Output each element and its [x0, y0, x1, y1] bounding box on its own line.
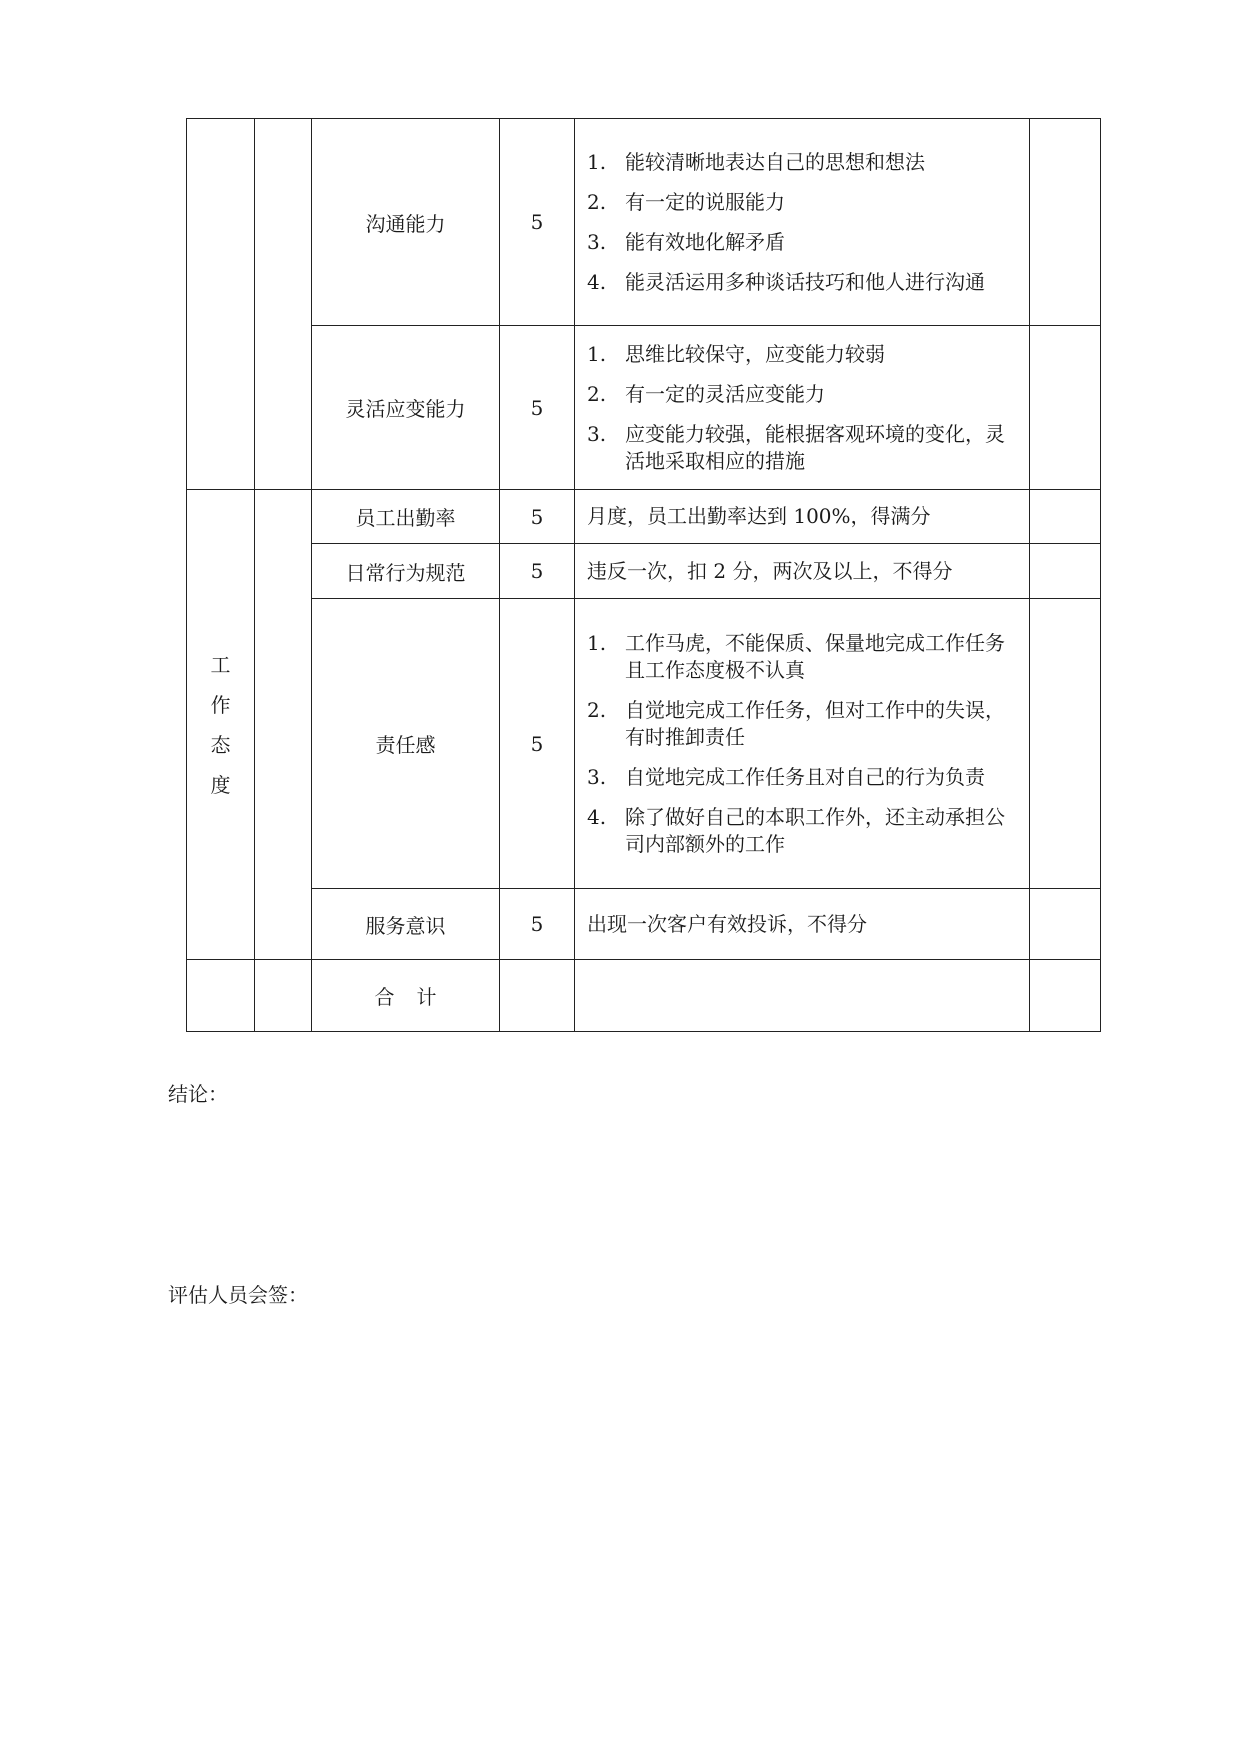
criteria-number: 3. — [587, 764, 607, 789]
table-row — [187, 326, 1101, 490]
criteria-text: 能较清晰地表达自己的思想和想法 — [625, 149, 925, 174]
criteria-text: 有一定的灵活应变能力 — [625, 381, 825, 406]
item-score: 5 — [500, 599, 575, 889]
total-category-cell-empty — [187, 960, 255, 1032]
criteria-text: 除了做好自己的本职工作外，还主动承担公司内部额外的工作 — [625, 804, 1005, 856]
criteria-number: 2. — [587, 189, 607, 214]
criteria-text: 应变能力较强，能根据客观环境的变化，灵活地采取相应的措施 — [625, 421, 1005, 473]
category-char: 度 — [210, 772, 231, 797]
item-name: 服务意识 — [312, 889, 500, 960]
criteria-number: 2. — [587, 381, 607, 406]
remarks-cell — [1030, 490, 1101, 544]
list-item — [587, 764, 1019, 791]
total-criteria-cell — [575, 960, 1030, 1032]
criteria-text: 能有效地化解矛盾 — [625, 229, 785, 254]
item-name: 沟通能力 — [312, 119, 500, 326]
category-char: 作 — [210, 692, 231, 717]
criteria-text: 有一定的说服能力 — [625, 189, 785, 214]
item-name: 日常行为规范 — [312, 544, 500, 599]
table-row — [187, 119, 1101, 326]
criteria-number: 1. — [587, 149, 607, 174]
criteria-text: 工作马虎，不能保质、保量地完成工作任务且工作态度极不认真 — [625, 630, 1005, 682]
criteria-list — [587, 630, 1019, 858]
criteria-text: 月度，员工出勤率达到 100%，得满分 — [587, 504, 931, 528]
list-item — [587, 421, 1019, 475]
total-label-cell — [312, 960, 500, 1032]
remarks-cell — [1030, 119, 1101, 326]
conclusion-label: 结论： — [168, 1082, 228, 1106]
list-item — [587, 229, 1019, 256]
item-name: 员工出勤率 — [312, 490, 500, 544]
item-name: 灵活应变能力 — [312, 326, 500, 490]
criteria-number: 3. — [587, 229, 607, 254]
criteria-number: 2. — [587, 697, 607, 722]
criteria-text: 自觉地完成工作任务且对自己的行为负责 — [625, 764, 985, 789]
criteria-text: 违反一次，扣 2 分，两次及以上，不得分 — [587, 558, 953, 583]
list-item — [587, 149, 1019, 176]
criteria-text: 能灵活运用多种谈话技巧和他人进行沟通 — [625, 269, 985, 294]
list-item — [587, 269, 1019, 296]
criteria-cell — [575, 119, 1030, 326]
category-char: 工 — [210, 652, 231, 677]
criteria-number: 1. — [587, 630, 607, 655]
item-score: 5 — [500, 490, 575, 544]
item-score: 5 — [500, 889, 575, 960]
criteria-number: 3. — [587, 421, 607, 446]
subcategory-cell-empty — [255, 490, 312, 960]
list-item — [587, 189, 1019, 216]
table-row — [187, 889, 1101, 960]
criteria-number: 1. — [587, 341, 607, 366]
total-score-cell — [500, 960, 575, 1032]
subcategory-cell-empty — [255, 119, 312, 490]
list-item — [587, 630, 1019, 684]
total-row — [187, 960, 1101, 1032]
criteria-list — [587, 341, 1019, 475]
signature-label: 评估人员会签： — [168, 1283, 308, 1307]
list-item — [587, 804, 1019, 858]
criteria-text: 出现一次客户有效投诉，不得分 — [587, 911, 867, 936]
item-score: 5 — [500, 119, 575, 326]
table-row — [187, 490, 1101, 544]
criteria-cell — [575, 599, 1030, 889]
total-remarks-cell — [1030, 960, 1101, 1032]
criteria-list — [587, 149, 1019, 296]
list-item — [587, 697, 1019, 751]
criteria-number: 4. — [587, 804, 607, 829]
criteria-text: 自觉地完成工作任务，但对工作中的失误，有时推卸责任 — [625, 697, 1005, 749]
category-cell — [187, 490, 255, 960]
list-item — [587, 381, 1019, 408]
remarks-cell — [1030, 326, 1101, 490]
category-label-vertical — [187, 654, 254, 796]
criteria-text: 思维比较保守，应变能力较弱 — [625, 341, 885, 366]
item-score: 5 — [500, 544, 575, 599]
total-subcategory-cell-empty — [255, 960, 312, 1032]
table-row — [187, 599, 1101, 889]
criteria-cell — [575, 889, 1030, 960]
criteria-cell — [575, 490, 1030, 544]
remarks-cell — [1030, 599, 1101, 889]
criteria-cell — [575, 326, 1030, 490]
category-char: 态 — [210, 732, 231, 757]
item-score: 5 — [500, 326, 575, 490]
evaluation-table — [186, 118, 1101, 1032]
criteria-cell — [575, 544, 1030, 599]
remarks-cell — [1030, 889, 1101, 960]
criteria-number: 4. — [587, 269, 607, 294]
table-row — [187, 544, 1101, 599]
item-name: 责任感 — [312, 599, 500, 889]
total-label: 合计 — [374, 985, 459, 1009]
category-cell-empty — [187, 119, 255, 490]
remarks-cell — [1030, 544, 1101, 599]
list-item — [587, 341, 1019, 368]
